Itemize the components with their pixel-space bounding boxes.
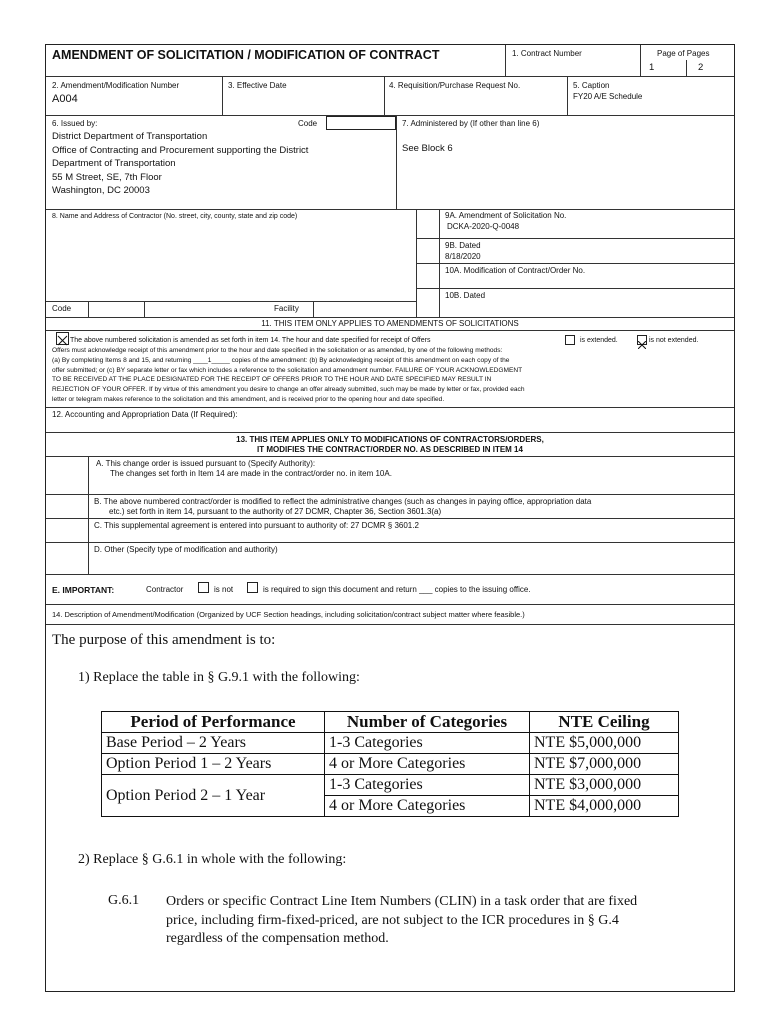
instruction-line: letter or telegram makes reference to the solicitation and this amendment, and is received prior to the opening hour and date specified. bbox=[52, 395, 445, 403]
table-header-row bbox=[102, 712, 679, 733]
block-9b-label: 9B. Dated bbox=[445, 241, 481, 250]
facility-label: Facility bbox=[274, 304, 299, 313]
item-12-label: 12. Accounting and Appropriation Data (If Required): bbox=[52, 410, 238, 419]
table-cell: 4 or More Categories bbox=[325, 754, 530, 775]
caption-value: FY20 A/E Schedule bbox=[573, 92, 643, 101]
item-13-heading-1: 13. THIS ITEM APPLIES ONLY TO MODIFICATIONS OF CONTRACTORS/ORDERS, bbox=[236, 435, 544, 444]
step-2: 2) Replace § G.6.1 in whole with the following: bbox=[78, 852, 347, 867]
g61-line: Orders or specific Contract Line Item Numbers (CLIN) in a task order that are fixed bbox=[166, 894, 638, 909]
issued-code-label: Code bbox=[298, 119, 318, 128]
contract-number-label: 1. Contract Number bbox=[512, 49, 582, 58]
g61-text bbox=[166, 893, 637, 949]
table-cell: Option Period 2 – 1 Year bbox=[102, 775, 325, 817]
table-cell: 1-3 Categories bbox=[325, 733, 530, 754]
item-13c: C. This supplemental agreement is entered into pursuant to authority of: 27 DCMR § 3601.2 bbox=[94, 521, 419, 530]
amendment-number-value: A004 bbox=[52, 93, 78, 105]
section-number: G.6.1 bbox=[108, 893, 140, 908]
administered-by-label: 7. Administered by (If other than line 6) bbox=[402, 119, 540, 128]
issuer-line: Washington, DC 20003 bbox=[52, 185, 150, 196]
item-13a-line2: The changes set forth in Item 14 are made in the contract/order no. in item 10A. bbox=[110, 469, 392, 478]
instruction-line: offer submitted; or (c) BY separate letter or fax which includes a reference to the solicitation and amendment number. FAILURE OF YOUR ACKNOWLEDGMENT bbox=[52, 366, 523, 374]
column-header: NTE Ceiling bbox=[530, 712, 679, 733]
x-mark-icon bbox=[638, 341, 646, 349]
administered-by-value: See Block 6 bbox=[402, 143, 453, 154]
contractor-code-label: Code bbox=[52, 304, 72, 313]
issuer-line: Office of Contracting and Procurement supporting the District bbox=[52, 144, 309, 156]
item-11-extended: is extended. bbox=[580, 337, 618, 344]
item-13b-line2: etc.) set forth in item 14, pursuant to the authority of 27 DCMR, Chapter 36, Section 3601.3(a) bbox=[109, 507, 442, 516]
column-header: Period of Performance bbox=[102, 712, 325, 733]
requisition-label: 4. Requisition/Purchase Request No. bbox=[389, 81, 521, 90]
effective-date-label: 3. Effective Date bbox=[228, 81, 287, 90]
table-row bbox=[102, 775, 679, 796]
table-row bbox=[102, 754, 679, 775]
contractor-is-not-checkbox[interactable] bbox=[198, 582, 209, 593]
table-cell: Base Period – 2 Years bbox=[102, 733, 325, 754]
step-1: 1) Replace the table in § G.9.1 with the following: bbox=[78, 670, 360, 685]
issued-code-box bbox=[326, 116, 396, 130]
block-9a-value: DCKA-2020-Q-0048 bbox=[447, 222, 520, 231]
contractor-label: 8. Name and Address of Contractor (No. street, city, county, state and zip code) bbox=[52, 213, 298, 220]
solicitation-amended-checkbox[interactable] bbox=[56, 332, 69, 345]
block-10a-label: 10A. Modification of Contract/Order No. bbox=[445, 266, 586, 275]
g61-line: regardless of the compensation method. bbox=[166, 931, 389, 946]
amendment-number-label: 2. Amendment/Modification Number bbox=[52, 81, 180, 90]
table-cell: NTE $5,000,000 bbox=[530, 733, 679, 754]
table-cell: 1-3 Categories bbox=[325, 775, 530, 796]
table-cell: NTE $3,000,000 bbox=[530, 775, 679, 796]
caption-label: 5. Caption bbox=[573, 81, 610, 90]
item-11-heading: 11. THIS ITEM ONLY APPLIES TO AMENDMENTS OF SOLICITATIONS bbox=[261, 319, 519, 328]
instruction-line: TO BE RECEIVED AT THE PLACE DESIGNATED FOR THE RECEIPT OF OFFERS PRIOR TO THE HOUR AND DATE SPECIFIED MAY RESULT IN bbox=[52, 376, 492, 384]
table-cell: 4 or More Categories bbox=[325, 796, 530, 817]
table-cell: Option Period 1 – 2 Years bbox=[102, 754, 325, 775]
amendment-form bbox=[45, 44, 735, 992]
x-mark-icon bbox=[57, 335, 68, 346]
instruction-line: Offers must acknowledge receipt of this amendment prior to the hour and date specified in the solicitation or as amended, by one of the following methods: bbox=[52, 347, 503, 354]
important-rest: is required to sign this document and return ___ copies to the issuing office. bbox=[263, 585, 531, 594]
period-of-performance-table bbox=[101, 711, 679, 817]
important-label: E. IMPORTANT: bbox=[52, 585, 115, 595]
page-of-pages-label: Page of Pages bbox=[657, 49, 710, 58]
block-9a-label: 9A. Amendment of Solicitation No. bbox=[445, 211, 567, 220]
column-header: Number of Categories bbox=[325, 712, 530, 733]
table-cell: NTE $4,000,000 bbox=[530, 796, 679, 817]
contractor-is-required-checkbox[interactable] bbox=[247, 582, 258, 593]
item-11-not-extended: is not extended. bbox=[649, 337, 699, 344]
instruction-line: (a) By completing Items 8 and 15, and returning ____1_____ copies of the amendment: (b) By acknowledging receipt of this amendment on each copy of the bbox=[52, 356, 510, 364]
block-10b-label: 10B. Dated bbox=[445, 291, 486, 300]
instruction-line: REJECTION OF YOUR OFFER. If by virtue of this amendment you desire to change an offer already submitted, such may be made by letter or fax, provided each bbox=[52, 386, 525, 394]
form-title: AMENDMENT OF SOLICITATION / MODIFICATION OF CONTRACT bbox=[52, 48, 440, 62]
table-cell: NTE $7,000,000 bbox=[530, 754, 679, 775]
item-11-line1: The above numbered solicitation is amended as set forth in item 14. The hour and date specified for receipt of Offers bbox=[70, 337, 431, 344]
total-pages: 2 bbox=[698, 62, 704, 73]
important-contractor: Contractor bbox=[146, 585, 184, 594]
item-13a-line1: A. This change order is issued pursuant to (Specify Authority): bbox=[96, 459, 316, 468]
block-9b-value: 8/18/2020 bbox=[445, 252, 481, 261]
item-13b-line1: B. The above numbered contract/order is modified to reflect the administrative changes (such as changes in paying office, appropriation data bbox=[94, 497, 592, 506]
offers-not-extended-checkbox[interactable] bbox=[637, 335, 647, 345]
issued-by-label: 6. Issued by: bbox=[52, 119, 98, 128]
amendment-intro: The purpose of this amendment is to: bbox=[52, 632, 276, 648]
issuer-line: District Department of Transportation bbox=[52, 131, 208, 142]
issuer-line: Department of Transportation bbox=[52, 158, 176, 169]
table-row bbox=[102, 733, 679, 754]
item-13-heading-2: IT MODIFIES THE CONTRACT/ORDER NO. AS DESCRIBED IN ITEM 14 bbox=[257, 445, 523, 454]
offers-extended-checkbox[interactable] bbox=[565, 335, 575, 345]
page-number: 1 bbox=[649, 62, 655, 73]
g61-line: price, including firm-fixed-priced, are not subject to the ICR procedures in § G.4 bbox=[166, 912, 619, 928]
item-13d: D. Other (Specify type of modification and authority) bbox=[94, 545, 278, 554]
item-11-instructions bbox=[52, 346, 525, 405]
issuer-line: 55 M Street, SE, 7th Floor bbox=[52, 171, 162, 183]
item-14-label: 14. Description of Amendment/Modification (Organized by UCF Section headings, including solicitation/contract subject matter where feasible.) bbox=[52, 610, 525, 619]
important-is-not: is not bbox=[214, 585, 234, 594]
issuer-address bbox=[52, 130, 308, 198]
